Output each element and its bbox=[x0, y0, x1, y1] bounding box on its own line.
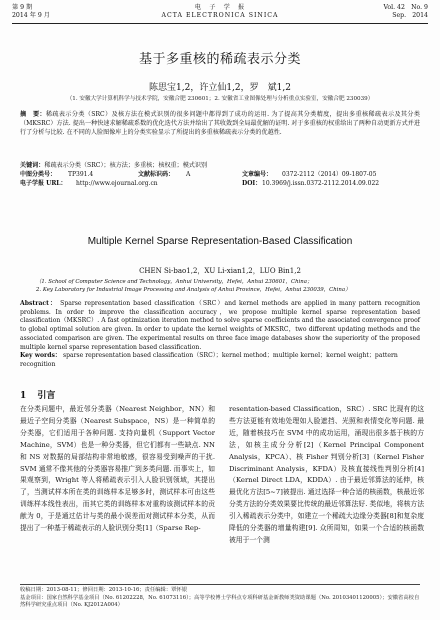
abstract-cn-label: 摘 要： bbox=[20, 111, 46, 118]
doc-code-label: 文献标识码： bbox=[138, 171, 175, 178]
header-right bbox=[384, 4, 429, 19]
affiliation-en-1: （1. School of Computer Science and Technology，Anhui University，Hefei，Anhui 230601，China； bbox=[36, 279, 313, 285]
abstract-en bbox=[20, 300, 420, 352]
article-number-label: 文章编号： bbox=[242, 171, 273, 178]
body-column-right: resentation-based Classification，SRC）. SRC 比现有的这些方法更能有效地处理如人脸遮挡、光照和表情变化等问题. 最近，随着核技巧在 SVM 中的成功运用，涌现出很多基于核的方法，如核主成分分析[2]（Kernel Principal Component Analysis，KPCA）、核 Fisher 判别分析[3]（Kernel Fisher Discriminant Analysis，KFDA）及核直接线性判别分析[4]（Kernel Direct LDA，KDDA）. 由于最近邻算法的延伸，核最优化方法[5~7]被提出. 通过选择一种合适的核函数，核最近邻分类方法的分类效果要比传统的最近邻算法好. 类似地，将核方法引入稀疏表示分类中，如建立一个稀疏大边缘分类器[8]和复杂度降低的分类器的增量构建[9]. 众所周知，如果一个合适的核函数被用于一个测 bbox=[229, 405, 424, 544]
keywords-cn bbox=[20, 161, 420, 170]
article-number-value: 0372-2112（2014）09-1807-05 bbox=[282, 171, 377, 178]
clc-value: TP391.4 bbox=[68, 171, 94, 178]
journal-name-en: ACTA ELECTRONICA SINICA bbox=[161, 11, 279, 19]
running-header bbox=[12, 4, 428, 24]
doi-value: 10.3969/j.issn.0372-2112.2014.09.022 bbox=[262, 180, 380, 187]
body-column-left: 在分类问题中，最近邻分类器（Nearest Neighbor，NN）和最近子空间分类器（Nearest Subspace，NS）是一种简单的分类器，它们适用于各种问题. 支持向量机（Support Vector Machine，SVM）也是一种分类器，但它们都有一些缺点. NN 和 NS 对数据的局部结构非常地敏感，很容易受到噪声的干扰. SVM 通常不像其他的分类器容易推广到多类问题. 而事实上，如果观察到，Wright 等人将稀疏表示引入人脸识别领域，其提出了，当测试样本所在类的训练样本足够多时，测试样本可由这些训练样本线性表出，而其它类的训练样本对重构该测试样本的贡献为 0，于是通过估计与类的最小误差而对测试样本分类，从而提出了一种基于稀疏表示的人脸识别分类[1]（Sparse Rep- bbox=[20, 405, 215, 533]
url-label: 电子学报 URL： bbox=[20, 180, 67, 187]
issue-date-cn: 2014 年 9 月 bbox=[12, 11, 50, 19]
section-number: 1 bbox=[20, 391, 27, 401]
volume-number: Vol. 42 No. 9 bbox=[383, 4, 428, 11]
issue-date-en: Sep. 2014 bbox=[392, 11, 428, 19]
received-dates: 收稿日期：2013-08-11；修回日期：2013-10-16；责任编辑：覃怀银 bbox=[20, 587, 188, 593]
issue-number: 第 9 期 bbox=[12, 4, 33, 11]
abstract-en-text: Sparse representation based classification（SRC）and kernel methods are applied in many pattern recognition problems. In order to improve the classification accuracy，we propose multiple kernel sparse representation based classification（MKSRC）. A fast optimization iteration method to solve sparse coefficients and the associated convergence proof to global optimal solution are given. In order to update the kernel weights of MKSRC，two different updating methods and the associated comparison are given. The experimental results on three face image databases show the superiority of the proposed multiple kernel sparse representation based classification. bbox=[20, 300, 421, 351]
section-heading bbox=[20, 388, 55, 401]
abstract-cn-text: 稀疏表示分类（SRC）及核方法在模式识别的很多问题中都得到了成功的运用. 为了提高其分类精度，提出多重核稀疏表示及其分类（MKSRC）方法. 提出一种快速求解稀疏系数的优化迭代方法并给出了其收敛到全局最优解的证明. 对于多重核的权重给出了两种自动更新方式并进行了分析与比较. 在不同的人脸图像库上的分类实验显示了所提出的多重核稀疏表示分类的优越性. bbox=[20, 111, 420, 136]
url-doi-row bbox=[20, 179, 420, 188]
keywords-en-label: Key words： bbox=[20, 352, 62, 359]
paper-title-en: Multiple Kernel Sparse Representation-Based Classification bbox=[87, 236, 353, 247]
journal-name-cn: 电 子 学 报 bbox=[194, 4, 246, 11]
authors-en: CHEN Si-bao1,2，XU Li-xian1,2，LUO Bin1,2 bbox=[139, 267, 301, 275]
footnote bbox=[20, 584, 420, 610]
authors-cn: 陈思宝1,2，许立仙1,2，罗 斌1,2 bbox=[149, 83, 291, 93]
keywords-en bbox=[20, 352, 420, 369]
affiliation-cn: （1. 安徽大学计算机科学与技术学院，安徽合肥 230601；2. 安徽省工业图像处理与分析重点实验室，安徽合肥 230039） bbox=[66, 96, 374, 102]
funding-info: 基金项目：国家自然科学基金项目（No. 61202228，No. 61073116）；高等学校博士学科点专项科研基金新教师类资助课题（No. 20103401120005）；安徽省高校自然科学研究重点项目（No. KJ2012A004） bbox=[20, 594, 420, 609]
doi-label: DOI： bbox=[242, 180, 262, 187]
header-center bbox=[12, 4, 428, 19]
affiliation-en-2: 2. Key Laboratory for Industrial Image Processing and Analysis of Anhui Province，Hefei，Anhui 230039，China） bbox=[36, 287, 351, 293]
abstract-en-label: Abstract： bbox=[20, 300, 58, 307]
classification-row bbox=[20, 170, 420, 179]
clc-label: 中图分类号： bbox=[20, 171, 57, 178]
doc-code-value: A bbox=[186, 171, 191, 178]
keywords-cn-text: 稀疏表示分类（SRC）；核方法；多重核；核权重；模式识别 bbox=[44, 162, 208, 169]
keywords-cn-label: 关键词： bbox=[20, 162, 45, 169]
journal-url[interactable]: http://www.ejournal.org.cn bbox=[76, 180, 158, 187]
abstract-cn bbox=[20, 110, 420, 137]
paper-title-cn: 基于多重核的稀疏表示分类 bbox=[138, 52, 301, 67]
section-title: 引言 bbox=[37, 391, 56, 401]
keywords-en-text: sparse representation based classification（SRC）；kernel method；multiple kernel；kernel weight；pattern recognition bbox=[20, 352, 398, 368]
